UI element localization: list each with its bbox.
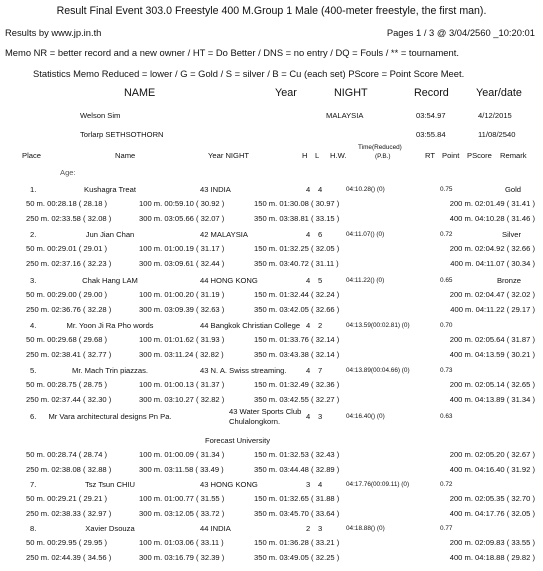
split-time: 300 m. 03:11.58 ( 33.49 ) [139, 465, 224, 474]
team-name: 43 INDIA [200, 185, 231, 194]
split-time: 150 m. 01:32.65 ( 31.88 ) [254, 494, 340, 503]
split-time: 300 m. 03:09.39 ( 32.63 ) [139, 305, 225, 314]
split-time: 150 m. 01:33.76 ( 32.14 ) [254, 335, 340, 344]
heat-number: 3 [306, 480, 311, 489]
medal-remark: Bronze [496, 276, 521, 285]
result-time: 04:13.59(00:02.81) (0) [346, 322, 410, 329]
lane-number: 6 [318, 230, 323, 239]
place-number: 6. [30, 412, 37, 421]
split-time: 100 m. 01:00.19 ( 31.17 ) [139, 244, 225, 253]
col-time-pb: (P.B.) [375, 153, 391, 160]
split-time: 100 m. 01:00.77 ( 31.55 ) [139, 494, 225, 503]
heat-number: 4 [306, 230, 311, 239]
lane-number: 4 [318, 185, 323, 194]
point-value: 0.63 [440, 413, 453, 420]
split-time: 350 m. 03:45.70 ( 33.64 ) [254, 509, 340, 518]
split-time: 200 m. 02:04.92 ( 32.66 ) [449, 244, 535, 253]
team-name: Chulalongkorn. [229, 417, 281, 426]
split-time: 400 m. 04:11.22 ( 29.17 ) [450, 305, 535, 314]
split-time: 400 m. 04:18.88 ( 29.82 ) [449, 553, 535, 562]
heat-number: 4 [306, 321, 311, 330]
page-title: Result Final Event 303.0 Freestyle 400 M.Group 1 Male (400-meter freestyle, the first man). [56, 5, 487, 17]
col-point: Point [442, 151, 460, 160]
split-time: 200 m. 02:05.20 ( 32.67 ) [449, 450, 535, 459]
split-time: 250 m. 02:44.39 ( 34.56 ) [26, 553, 112, 562]
split-time: 100 m. 01:00.20 ( 31.19 ) [139, 290, 225, 299]
result-time: 04:10.28() (0) [346, 186, 385, 193]
swimmer-name: Mr Vara architectural designs Pn Pa. [48, 412, 172, 421]
result-time: 04:13.89(00:04.66) (0) [346, 367, 410, 374]
place-number: 4. [30, 321, 37, 330]
split-time: 100 m. 01:03.06 ( 33.11 ) [139, 538, 224, 547]
place-number: 7. [30, 480, 37, 489]
col-year-night: Year NIGHT [208, 151, 250, 160]
split-time: 250 m. 02:37.44 ( 32.30 ) [26, 395, 112, 404]
col-pscore: PScore [467, 151, 492, 160]
place-number: 3. [30, 276, 37, 285]
split-time: 300 m. 03:16.79 ( 32.39 ) [139, 553, 225, 562]
split-time: 200 m. 02:05.64 ( 31.87 ) [449, 335, 535, 344]
record-time: 03:54.97 [416, 111, 446, 120]
results-by: Results by www.jp.in.th [5, 27, 102, 38]
split-time: 200 m. 02:04.47 ( 32.02 ) [449, 290, 535, 299]
split-time: 150 m. 01:32.49 ( 32.36 ) [254, 380, 340, 389]
split-time: 200 m. 02:01.49 ( 31.41 ) [449, 199, 535, 208]
result-time: 04:11.07() (0) [346, 231, 385, 238]
split-time: 200 m. 02:09.83 ( 33.55 ) [449, 538, 535, 547]
team-name: 44 INDIA [200, 524, 231, 533]
lane-number: 4 [318, 480, 323, 489]
records-header-record: Record [414, 87, 449, 99]
split-time: 150 m. 01:36.28 ( 33.21 ) [254, 538, 340, 547]
point-value: 0.65 [440, 277, 453, 284]
split-time: 350 m. 03:38.81 ( 33.15 ) [254, 214, 340, 223]
col-name: Name [115, 151, 136, 160]
split-time: 400 m. 04:10.28 ( 31.46 ) [449, 214, 535, 223]
swimmer-name: Mr. Yoon Ji Ra Pho words [66, 321, 154, 330]
col-hw: H.W. [330, 151, 347, 160]
col-remark: Remark [500, 151, 527, 160]
split-time: 300 m. 03:12.05 ( 33.72 ) [139, 509, 225, 518]
split-time: 150 m. 01:32.25 ( 32.05 ) [254, 244, 340, 253]
split-time: 400 m. 04:13.59 ( 30.21 ) [449, 350, 535, 359]
team-name: 44 HONG KONG [200, 276, 258, 285]
lane-number: 5 [318, 276, 323, 285]
split-time: 300 m. 03:10.27 ( 32.82 ) [139, 395, 225, 404]
split-time: 400 m. 04:16.40 ( 31.92 ) [449, 465, 535, 474]
place-number: 5. [30, 366, 37, 375]
record-date: 11/08/2540 [478, 130, 516, 139]
lane-number: 3 [318, 524, 323, 533]
col-rt: RT [425, 151, 435, 160]
split-time: 200 m. 02:05.14 ( 32.65 ) [449, 380, 535, 389]
lane-number: 7 [318, 366, 323, 375]
split-time: 350 m. 03:40.72 ( 31.11 ) [254, 259, 339, 268]
split-time: 400 m. 04:11.07 ( 30.34 ) [450, 259, 535, 268]
split-time: 300 m. 03:09.61 ( 32.44 ) [139, 259, 225, 268]
team-name: Forecast University [205, 436, 270, 445]
memo-legend: Memo NR = better record and a new owner / HT = Do Better / DNS = no entry / DQ = Fouls / ** = tournament. [5, 47, 459, 58]
point-value: 0.72 [440, 481, 453, 488]
split-time: 50 m. 00:28.18 ( 28.18 ) [26, 199, 108, 208]
split-time: 100 m. 01:00.09 ( 31.34 ) [139, 450, 225, 459]
swimmer-name: Chak Hang LAM [82, 276, 138, 285]
place-number: 1. [30, 185, 37, 194]
records-header-night: NIGHT [334, 87, 368, 99]
split-time: 150 m. 01:32.53 ( 32.43 ) [254, 450, 340, 459]
split-time: 50 m. 00:28.74 ( 28.74 ) [26, 450, 108, 459]
heat-number: 4 [306, 185, 311, 194]
medal-remark: Silver [502, 230, 521, 239]
split-time: 350 m. 03:44.48 ( 32.89 ) [254, 465, 340, 474]
split-time: 100 m. 01:01.62 ( 31.93 ) [139, 335, 225, 344]
record-holder-night: MALAYSIA [326, 111, 364, 120]
point-value: 0.70 [440, 322, 453, 329]
team-name: 42 MALAYSIA [200, 230, 248, 239]
split-time: 400 m. 04:17.76 ( 32.05 ) [449, 509, 535, 518]
split-time: 350 m. 03:43.38 ( 32.14 ) [254, 350, 340, 359]
split-time: 350 m. 03:49.05 ( 32.25 ) [254, 553, 340, 562]
page-counter: Pages 1 / 3 @ 3/04/2560 _10:20:01 [386, 27, 535, 38]
statistics-memo: Statistics Memo Reduced = lower / G = Gold / S = silver / B = Cu (each set) PScore = Point Score Meet. [33, 68, 465, 79]
split-time: 150 m. 01:30.08 ( 30.97 ) [254, 199, 340, 208]
swimmer-name: Jun Jian Chan [85, 230, 135, 239]
split-time: 250 m. 02:38.33 ( 32.97 ) [26, 509, 112, 518]
team-name: 43 Water Sports Club [229, 407, 302, 416]
record-holder-name: Torlarp SETHSOTHORN [80, 130, 164, 139]
team-name: 43 HONG KONG [200, 480, 258, 489]
place-number: 2. [30, 230, 37, 239]
split-time: 50 m. 00:28.75 ( 28.75 ) [26, 380, 108, 389]
result-time: 04:18.88() (0) [346, 525, 385, 532]
records-header-year: Year [275, 87, 297, 99]
col-place: Place [22, 151, 41, 160]
split-time: 200 m. 02:05.35 ( 32.70 ) [449, 494, 535, 503]
records-header-date: Year/date [476, 87, 522, 99]
heat-number: 4 [306, 276, 311, 285]
result-time: 04:16.40() (0) [346, 413, 385, 420]
col-time: Time(Reduced) [358, 144, 402, 151]
heat-number: 4 [306, 366, 311, 375]
lane-number: 2 [318, 321, 323, 330]
swimmer-name: Xavier Dsouza [85, 524, 135, 533]
split-time: 50 m. 00:29.01 ( 29.01 ) [26, 244, 108, 253]
split-time: 400 m. 04:13.89 ( 31.34 ) [449, 395, 535, 404]
split-time: 250 m. 02:33.58 ( 32.08 ) [26, 214, 112, 223]
medal-remark: Gold [504, 185, 521, 194]
heat-number: 4 [306, 412, 311, 421]
split-time: 250 m. 02:36.76 ( 32.28 ) [26, 305, 112, 314]
point-value: 0.72 [440, 231, 453, 238]
age-label: Age: [60, 168, 76, 177]
split-time: 250 m. 02:38.41 ( 32.77 ) [26, 350, 112, 359]
split-time: 100 m. 00:59.10 ( 30.92 ) [139, 199, 225, 208]
team-name: 44 Bangkok Christian College [200, 321, 301, 330]
swimmer-name: Mr. Mach Trin piazzas. [72, 366, 148, 375]
swimmer-name: Tsz Tsun CHIU [84, 480, 136, 489]
records-header-name: NAME [124, 87, 156, 99]
split-time: 50 m. 00:29.00 ( 29.00 ) [26, 290, 108, 299]
split-time: 100 m. 01:00.13 ( 31.37 ) [139, 380, 225, 389]
place-number: 8. [30, 524, 37, 533]
split-time: 300 m. 03:11.24 ( 32.82 ) [139, 350, 224, 359]
split-time: 50 m. 00:29.68 ( 29.68 ) [26, 335, 108, 344]
result-time: 04:17.76(00:09.11) (0) [346, 481, 410, 488]
split-time: 250 m. 02:38.08 ( 32.88 ) [26, 465, 112, 474]
split-time: 350 m. 03:42.55 ( 32.27 ) [254, 395, 340, 404]
point-value: 0.75 [440, 186, 453, 193]
col-heat: H [302, 151, 308, 160]
split-time: 150 m. 01:32.44 ( 32.24 ) [254, 290, 340, 299]
split-time: 50 m. 00:29.21 ( 29.21 ) [26, 494, 108, 503]
heat-number: 2 [306, 524, 311, 533]
lane-number: 3 [318, 412, 323, 421]
point-value: 0.77 [440, 525, 453, 532]
col-lane: L [315, 151, 320, 160]
split-time: 50 m. 00:29.95 ( 29.95 ) [26, 538, 108, 547]
point-value: 0.73 [440, 367, 453, 374]
swimmer-name: Kushagra Treat [84, 185, 136, 194]
split-time: 250 m. 02:37.16 ( 32.23 ) [26, 259, 112, 268]
record-time: 03:55.84 [416, 130, 446, 139]
result-time: 04:11.22() (0) [346, 277, 385, 284]
split-time: 350 m. 03:42.05 ( 32.66 ) [254, 305, 340, 314]
record-holder-name: Welson Sim [80, 111, 121, 120]
record-date: 4/12/2015 [478, 111, 512, 120]
split-time: 300 m. 03:05.66 ( 32.07 ) [139, 214, 225, 223]
team-name: 43 N. A. Swiss streaming. [200, 366, 287, 375]
